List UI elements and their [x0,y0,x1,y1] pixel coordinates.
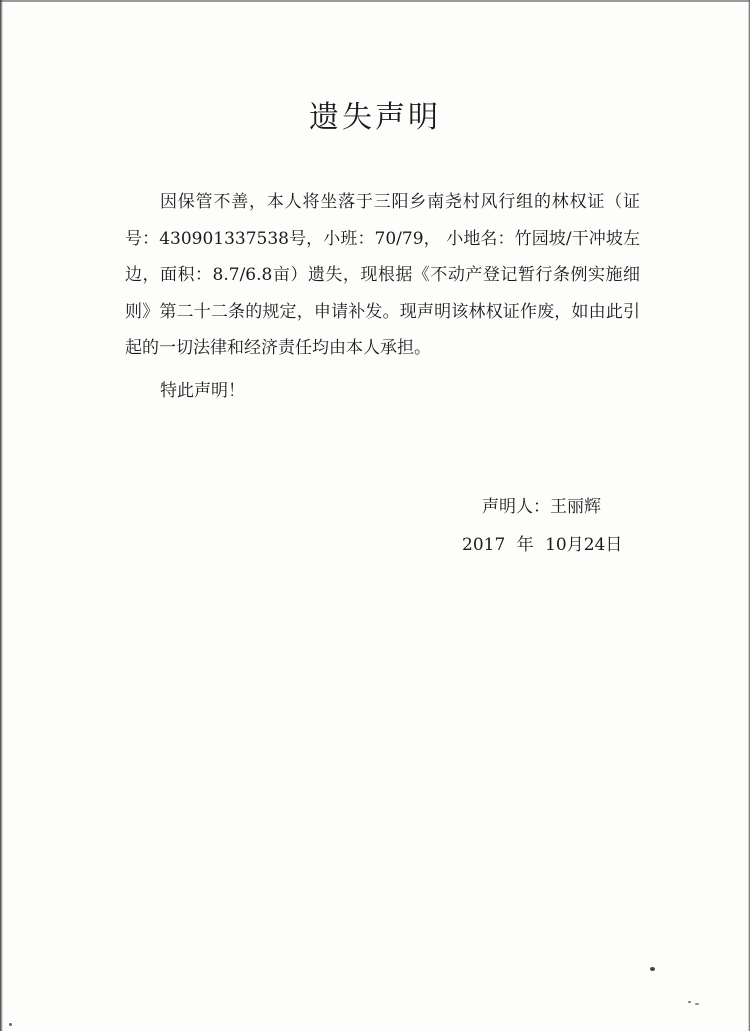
closing-statement: 特此声明！ [160,381,245,401]
statement-body: 因保管不善，本人将坐落于三阳乡南尧村风行组的林权证（证号：430901337538号，小班：70/79， 小地名：竹园坡/干冲坡左边，面积：8.7/6.8亩）遗失，现根据《不动产登记暂行条例实施细则》第二十二条的规定，申请补发。现声明该林权证作废，如由此引起的一切法律和经济责任均由本人承担。 [125,192,640,358]
document-title: 遗失声明 [309,100,441,135]
scan-speck [9,1023,12,1026]
signer-line: 声明人：王丽辉 [482,497,601,517]
scan-edge-left [0,0,3,1031]
scan-speck [650,967,655,971]
scan-edge-top [0,0,750,2]
scan-speck [688,1001,691,1003]
scan-speck [695,1003,699,1005]
statement-date: 2017 年 10月24日 [462,535,623,555]
